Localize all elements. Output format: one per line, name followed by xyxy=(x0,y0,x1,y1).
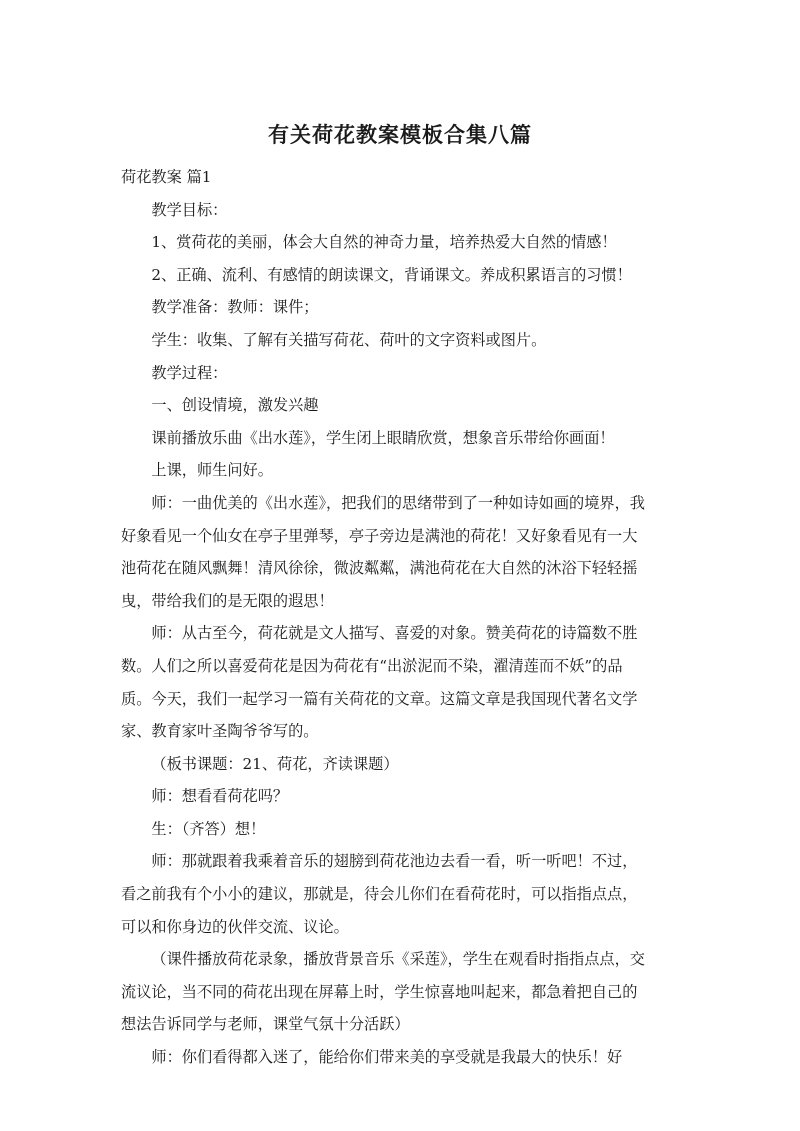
paragraph xyxy=(121,389,681,422)
paragraph xyxy=(121,259,681,292)
paragraph-line: 看之前我有个小小的建议，那就是，待会儿你们在看荷花时，可以指指点点， xyxy=(121,885,638,904)
paragraph xyxy=(121,357,681,390)
paragraph-line: 2、正确、流利、有感情的朗读课文，背诵课文。养成积累语言的习惯！ xyxy=(151,265,632,284)
paragraph-line: 可以和你身边的伙伴交流、议论。 xyxy=(121,917,349,936)
paragraph-line: 1、赏荷花的美丽，体会大自然的神奇力量，培养热爱大自然的情感！ xyxy=(151,233,617,252)
paragraph-list xyxy=(121,194,681,1074)
paragraph-line: 师：那就跟着我乘着音乐的翅膀到荷花池边去看一看，听一听吧！不过， xyxy=(151,852,638,871)
paragraph-line: 师：想看看荷花吗？ xyxy=(151,787,289,806)
paragraph xyxy=(121,194,681,227)
paragraph xyxy=(121,617,681,747)
paragraph-line: 生：（齐答）想！ xyxy=(151,819,266,838)
paragraph xyxy=(121,454,681,487)
paragraph-line: （板书课题：21、荷花，齐读课题） xyxy=(151,754,399,773)
paragraph-line: 课前播放乐曲《出水莲》，学生闭上眼睛欣赏，想象音乐带给你画面！ xyxy=(151,428,615,447)
paragraph-line: 师：从古至今，荷花就是文人描写、喜爱的对象。赞美荷花的诗篇数不胜 xyxy=(151,624,638,643)
paragraph xyxy=(121,748,681,781)
paragraph-line: （课件播放荷花录象，播放背景音乐《采莲》，学生在观看时指指点点，交 xyxy=(151,950,645,969)
document-body xyxy=(121,161,681,1074)
paragraph-line: 师：你们看得都入迷了，能给你们带来美的享受就是我最大的快乐！好 xyxy=(151,1048,623,1067)
section-heading: 荷花教案 篇1 xyxy=(121,168,212,186)
paragraph-line: 曳，带给我们的是无限的遐思！ xyxy=(121,591,334,610)
document-title: 有关荷花教案模板合集八篇 xyxy=(268,123,532,147)
paragraph-line: 教学目标： xyxy=(151,200,228,219)
paragraph xyxy=(121,324,681,357)
paragraph-line: 上课，师生问好。 xyxy=(151,461,273,480)
paragraph-line: 池荷花在随风飘舞！清风徐徐，微波粼粼，满池荷花在大自然的沐浴下轻轻摇 xyxy=(121,559,638,578)
paragraph-line: 学生：收集、了解有关描写荷花、荷叶的文字资料或图片。 xyxy=(151,330,547,349)
paragraph xyxy=(121,943,681,1041)
paragraph-line: 师：一曲优美的《出水莲》，把我们的思绪带到了一种如诗如画的境界，我 xyxy=(151,493,645,512)
paragraph xyxy=(121,226,681,259)
paragraph xyxy=(121,291,681,324)
paragraph xyxy=(121,487,681,617)
paragraph-line: 好象看见一个仙女在亭子里弹琴，亭子旁边是满池的荷花！又好象看见有一大 xyxy=(121,526,638,545)
paragraph-line: 一、创设情境，激发兴趣 xyxy=(151,396,319,415)
paragraph xyxy=(121,1041,681,1074)
paragraph-line: 想法告诉同学与老师，课堂气氛十分活跃） xyxy=(121,1015,410,1034)
paragraph xyxy=(121,780,681,813)
paragraph-line: 数。人们之所以喜爱荷花是因为荷花有“出淤泥而不染，濯清莲而不妖”的品 xyxy=(121,656,623,675)
paragraph-line: 教学准备：教师：课件； xyxy=(151,298,319,317)
paragraph-line: 家、教育家叶圣陶爷爷写的。 xyxy=(121,722,319,741)
paragraph xyxy=(121,845,681,943)
paragraph-line: 教学过程： xyxy=(151,363,228,382)
paragraph-line: 流议论，当不同的荷花出现在屏幕上时，学生惊喜地叫起来，都急着把自己的 xyxy=(121,982,638,1001)
paragraph xyxy=(121,422,681,455)
paragraph xyxy=(121,813,681,846)
paragraph-line: 质。今天，我们一起学习一篇有关荷花的文章。这篇文章是我国现代著名文学 xyxy=(121,689,638,708)
